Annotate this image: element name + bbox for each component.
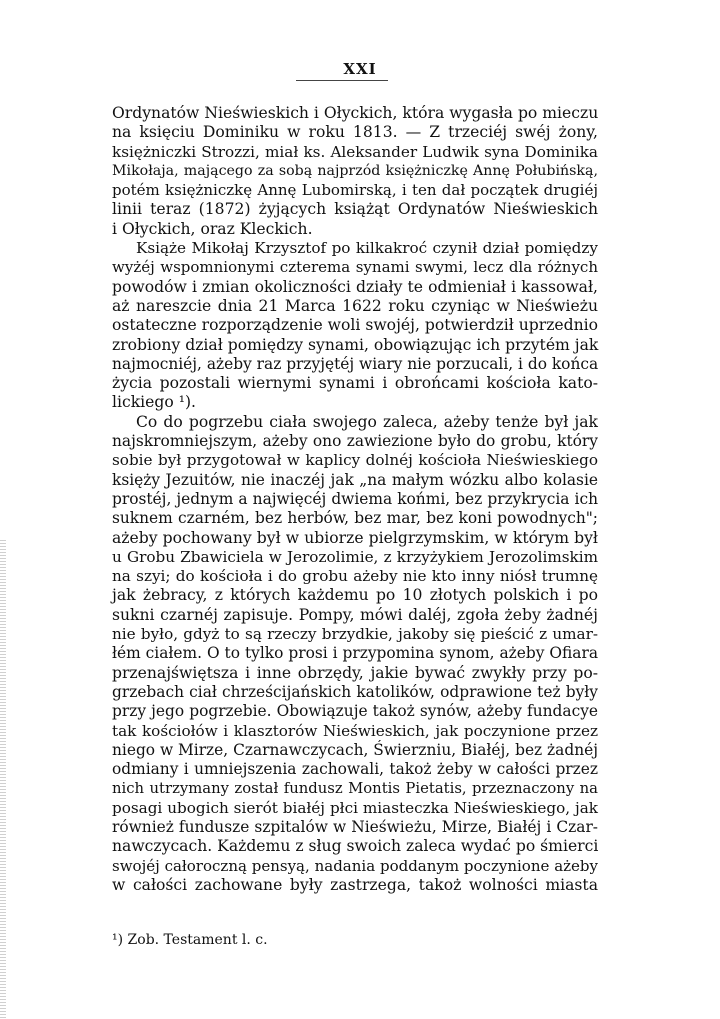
text-line: Mikołaja, mającego za sobą najprzód księżniczkę Annę Połubińską, xyxy=(112,162,598,179)
text-line: potém księżniczkę Annę Lubomirską, i ten dał początek drugiéj xyxy=(112,181,598,200)
text-line: księży Jezuitów, nie inaczéj jak „na małym wózku albo kolasie xyxy=(112,470,598,489)
text-line: jak żebracy, z których każdemu po 10 złotych polskich i po xyxy=(112,586,598,605)
text-line: najskromniejszym, ażeby ono zawiezione było do grobu, który xyxy=(112,432,598,451)
text-line: prostéj, jednym a najwięcéj dwiema końmi, bez przykrycia ich xyxy=(112,489,598,508)
text-line: tak kościołów i klasztorów Nieświeskich, jak poczynione przez xyxy=(112,721,598,740)
text-line: u Grobu Zbawiciela w Jerozolimie, z krzyżykiem Jerozolimskim xyxy=(112,547,598,566)
text-line: Co do pogrzebu ciała swojego zaleca, ażeby tenże był jak xyxy=(136,412,598,431)
text-line: Ordynatów Nieświeskich i Ołyckich, która wygasła po mieczu xyxy=(112,104,599,122)
body-text xyxy=(112,104,598,895)
text-line: łém ciałem. O to tylko prosi i przypomina synom, ażeby Ofiara xyxy=(112,644,598,663)
text-line: sukni czarnéj zapisuje. Pompy, mówi daléj, zgoła żeby żadnéj xyxy=(112,605,598,624)
text-line: swojéj całoroczną pensyą, nadania poddanym poczynione ażeby xyxy=(112,856,598,875)
header-rule xyxy=(296,80,388,81)
text-line: na szyi; do kościoła i do grobu ażeby nie kto inny niósł trumnę xyxy=(112,567,598,586)
text-line: w całości zachowane były zastrzega, takoż wolności miasta xyxy=(112,875,598,894)
text-line: zrobiony dział pomiędzy synami, obowiązując ich przytém jak xyxy=(112,335,599,354)
text-line: nawczycach. Każdemu z sług swoich zaleca wydać po śmierci xyxy=(112,837,599,856)
text-line: aż nareszcie dnia 21 Marca 1622 roku czyniąc w Nieświeżu xyxy=(112,296,598,315)
binding-shadow xyxy=(0,540,6,1019)
text-line: również fundusze szpitalów w Nieświeżu, Mirze, Białéj i Czar- xyxy=(112,817,598,836)
text-line: życia pozostali wiernymi synami i obrońcami kościoła kato- xyxy=(112,374,598,393)
text-line: suknem czarném, bez herbów, bez mar, bez koni powodnych"; xyxy=(112,509,598,528)
text-line: linii teraz (1872) żyjących książąt Ordynatów Nieświeskich xyxy=(112,200,598,219)
text-line: sobie był przygotował w kaplicy dolnéj kościoła Nieświeskiego xyxy=(112,451,598,470)
text-line: przy jego pogrzebie. Obowiązuje takoż synów, ażeby fundacye xyxy=(112,702,598,721)
text-line: ażeby pochowany był w ubiorze pielgrzymskim, w którym był xyxy=(112,528,598,547)
text-line: nie było, gdyż to są rzeczy brzydkie, jakoby się pieścić z umar- xyxy=(112,625,598,644)
text-line: ostateczne rozporządzenie woli swojéj, potwierdził uprzednio xyxy=(112,316,599,335)
text-line: niego w Mirze, Czarnawczycach, Świerzniu, Białéj, bez żadnéj xyxy=(112,740,598,759)
text-line: wyżéj wspomnionymi czterema synami swymi, lecz dla różnych xyxy=(112,258,598,277)
text-line: przenajświętsza i inne obrzędy, jakie bywać zwykły przy po- xyxy=(112,663,598,682)
text-line: i Ołyckich, oraz Kleckich. xyxy=(112,219,313,238)
text-line: lickiego ¹). xyxy=(112,393,196,412)
text-line: grzebach ciał chrześcijańskich katolików, odprawione też były xyxy=(112,682,598,701)
text-line: najmocniéj, ażeby raz przyjętéj wiary nie porzucali, i do końca xyxy=(112,354,599,373)
text-line: Książe Mikołaj Krzysztof po kilkakroć czynił dział pomiędzy xyxy=(136,239,598,258)
footnote-text: Zob. Testament l. c. xyxy=(127,932,268,948)
text-line: księżniczki Strozzi, miał ks. Aleksander Ludwik syna Dominika xyxy=(112,142,598,161)
text-line: na księciu Dominiku w roku 1813. — Z trzeciéj swéj żony, xyxy=(112,123,598,142)
footnote xyxy=(112,932,268,948)
page-number: XXI xyxy=(343,60,377,78)
footnote-marker: ¹) xyxy=(112,932,124,948)
text-line: posagi ubogich sierót białéj płci miasteczka Nieświeskiego, jak xyxy=(112,798,598,817)
text-line: powodów i zmian okoliczności działy te odmieniał i kassował, xyxy=(112,277,598,296)
text-line: odmiany i umniejszenia zachowali, takoż żeby w całości przez xyxy=(112,760,598,779)
text-line: nich utrzymany został fundusz Montis Pietatis, przeznaczony na xyxy=(112,780,598,798)
